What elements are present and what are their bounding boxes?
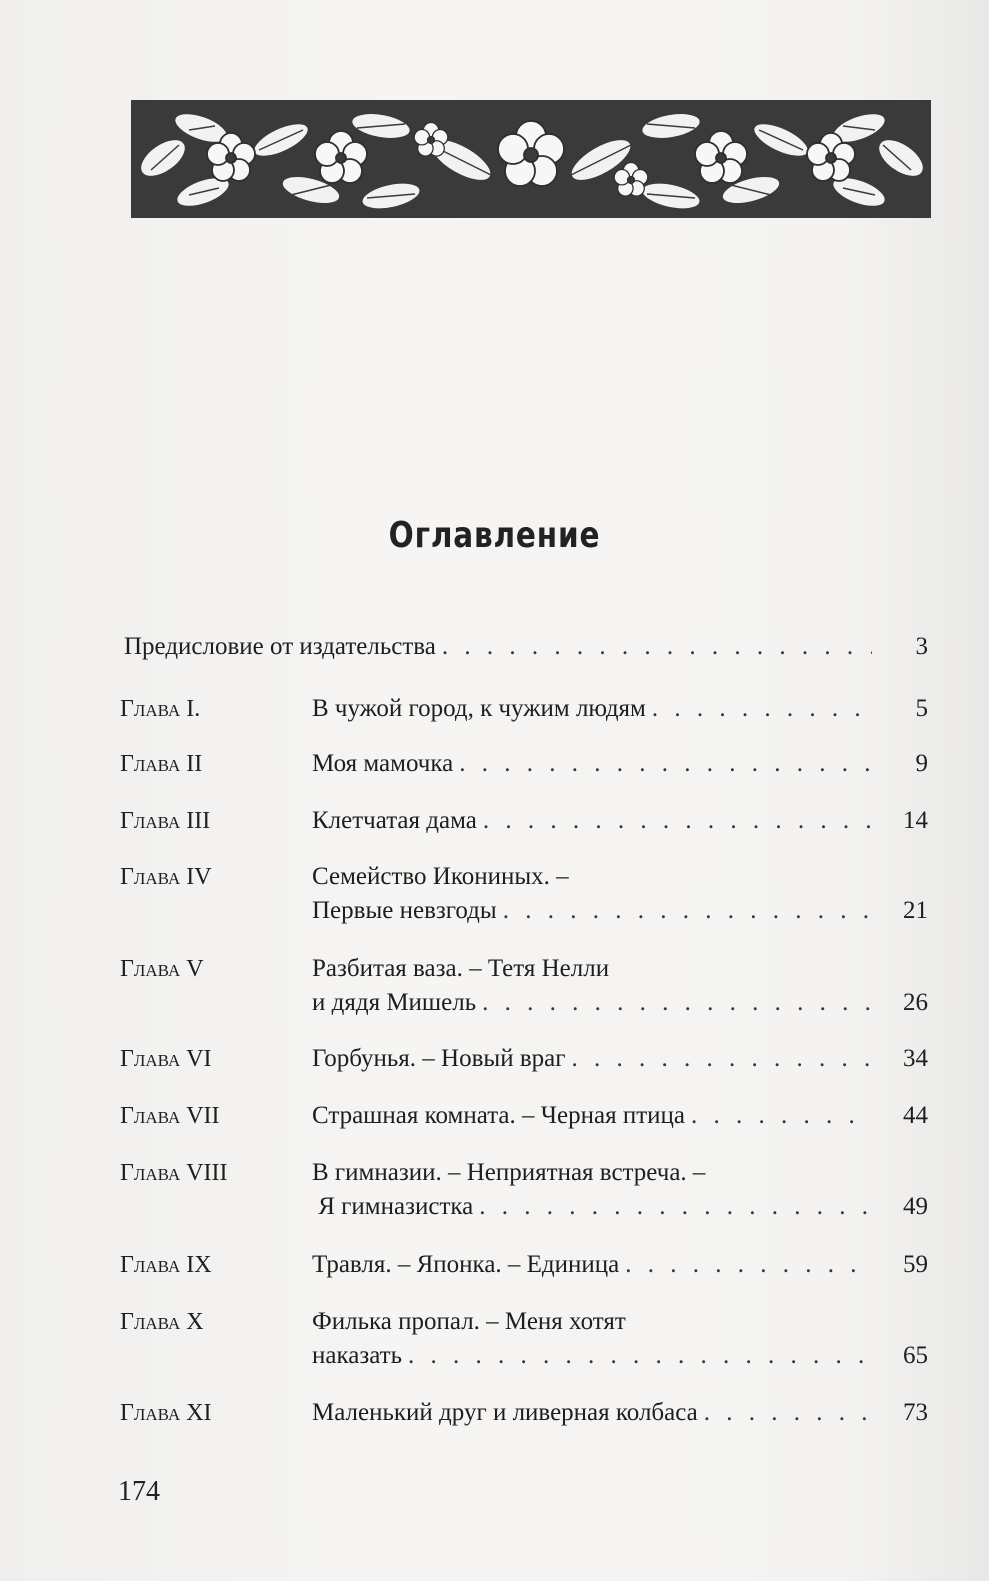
toc-entry-chapter-10[interactable]: [120, 1305, 928, 1373]
toc-entry-title: В чужой город, к чужим людям: [312, 695, 646, 722]
toc-entry-title: В гимназии. – Неприятная встреча. –: [312, 1159, 706, 1186]
toc-line: [312, 894, 928, 928]
toc-entry-body: [312, 1396, 928, 1430]
toc-line: [312, 1305, 928, 1339]
toc-page-number: 3: [915, 633, 928, 660]
toc-entry-body: [312, 1156, 928, 1224]
chapter-label: Глава IV: [120, 864, 212, 890]
chapter-label: Глава III: [120, 808, 211, 834]
toc-line: [312, 1248, 928, 1282]
dot-leader: [479, 1190, 872, 1224]
toc-entry-title: Предисловие от издательства: [124, 633, 436, 660]
toc-entry-title-cont: Я гимназистка: [312, 1193, 474, 1220]
toc-page-number: 34: [903, 1045, 928, 1072]
toc-line: [312, 1396, 928, 1430]
page-number-folio: 174: [118, 1476, 160, 1507]
dot-leader: [408, 1339, 872, 1373]
dot-leader: [572, 1042, 873, 1076]
dot-leader: [503, 894, 872, 928]
toc-entry-chapter-1[interactable]: [120, 692, 928, 726]
chapter-label: Глава VIII: [120, 1160, 228, 1186]
toc-page-number: 26: [903, 989, 928, 1016]
dot-leader: [483, 804, 872, 838]
toc-entry-chapter-3[interactable]: [120, 804, 928, 838]
toc-line: [312, 952, 928, 986]
dot-leader: [482, 986, 872, 1020]
toc-line: [312, 1156, 928, 1190]
toc-entry-title-cont: Первые невзгоды: [312, 897, 497, 924]
toc-page-number: 5: [915, 695, 928, 722]
chapter-label: Глава X: [120, 1309, 204, 1335]
chapter-label: Глава XI: [120, 1400, 212, 1426]
toc-entry-chapter-6[interactable]: [120, 1042, 928, 1076]
toc-entry-chapter-11[interactable]: [120, 1396, 928, 1430]
toc-entry-body: [312, 692, 928, 726]
dot-leader: [442, 630, 872, 664]
toc-entry-preface[interactable]: [120, 630, 928, 664]
toc-entry-title: Страшная комната. – Черная птица: [312, 1102, 685, 1129]
toc-entry-title: Семейство Икониных. –: [312, 863, 569, 890]
toc-page-number: 65: [903, 1342, 928, 1369]
toc-entry-body: [312, 747, 928, 781]
toc-entry-chapter-7[interactable]: [120, 1099, 928, 1133]
dot-leader: [459, 747, 872, 781]
toc-line: [312, 1339, 928, 1373]
chapter-label: Глава VI: [120, 1046, 212, 1072]
toc-line: [312, 1190, 928, 1224]
chapter-label: Глава V: [120, 956, 204, 982]
toc-heading: Оглавление: [388, 515, 601, 556]
toc-line: [312, 804, 928, 838]
chapter-label: Глава IX: [120, 1252, 212, 1278]
toc-entry-body: [124, 630, 928, 664]
toc-entry-title: Травля. – Японка. – Единица: [312, 1251, 620, 1278]
toc-entry-title: Клетчатая дама: [312, 807, 477, 834]
toc-entry-body: [312, 952, 928, 1020]
toc-page-number: 9: [915, 750, 928, 777]
toc-entry-title-cont: наказать: [312, 1342, 402, 1369]
toc-entry-body: [312, 1248, 928, 1282]
toc-entry-chapter-4[interactable]: [120, 860, 928, 928]
toc-line: [124, 630, 928, 664]
toc-entry-title: Маленький друг и ливерная колбаса: [312, 1399, 698, 1426]
toc-page-number: 73: [903, 1399, 928, 1426]
toc-line: [312, 692, 928, 726]
toc-entry-body: [312, 1042, 928, 1076]
toc-entry-chapter-2[interactable]: [120, 747, 928, 781]
toc-entry-title-cont: и дядя Мишель: [312, 989, 477, 1016]
table-of-contents: [120, 630, 928, 1426]
toc-line: [312, 860, 928, 894]
toc-entry-body: [312, 1099, 928, 1133]
dot-leader: [625, 1248, 872, 1282]
toc-line: [312, 986, 928, 1020]
toc-entry-chapter-5[interactable]: [120, 952, 928, 1020]
toc-page-number: 14: [903, 807, 928, 834]
toc-line: [312, 747, 928, 781]
chapter-label: Глава I.: [120, 696, 201, 722]
toc-page-number: 59: [903, 1251, 928, 1278]
toc-entry-title: Филька пропал. – Меня хотят: [312, 1308, 626, 1335]
floral-ornament-banner: [131, 100, 931, 218]
toc-entry-chapter-9[interactable]: [120, 1248, 928, 1282]
toc-entry-body: [312, 804, 928, 838]
toc-page-number: 44: [903, 1102, 928, 1129]
dot-leader: [704, 1396, 872, 1430]
toc-line: [312, 1042, 928, 1076]
chapter-label: Глава II: [120, 751, 203, 777]
toc-entry-chapter-8[interactable]: [120, 1156, 928, 1224]
toc-entry-title: Разбитая ваза. – Тетя Нелли: [312, 955, 610, 982]
toc-entry-title: Моя мамочка: [312, 750, 454, 777]
toc-page-number: 49: [903, 1193, 928, 1220]
dot-leader: [691, 1099, 872, 1133]
toc-entry-body: [312, 1305, 928, 1373]
chapter-label: Глава VII: [120, 1103, 220, 1129]
toc-line: [312, 1099, 928, 1133]
toc-entry-body: [312, 860, 928, 928]
dot-leader: [652, 692, 872, 726]
toc-entry-title: Горбунья. – Новый враг: [312, 1045, 566, 1072]
toc-page-number: 21: [903, 897, 928, 924]
